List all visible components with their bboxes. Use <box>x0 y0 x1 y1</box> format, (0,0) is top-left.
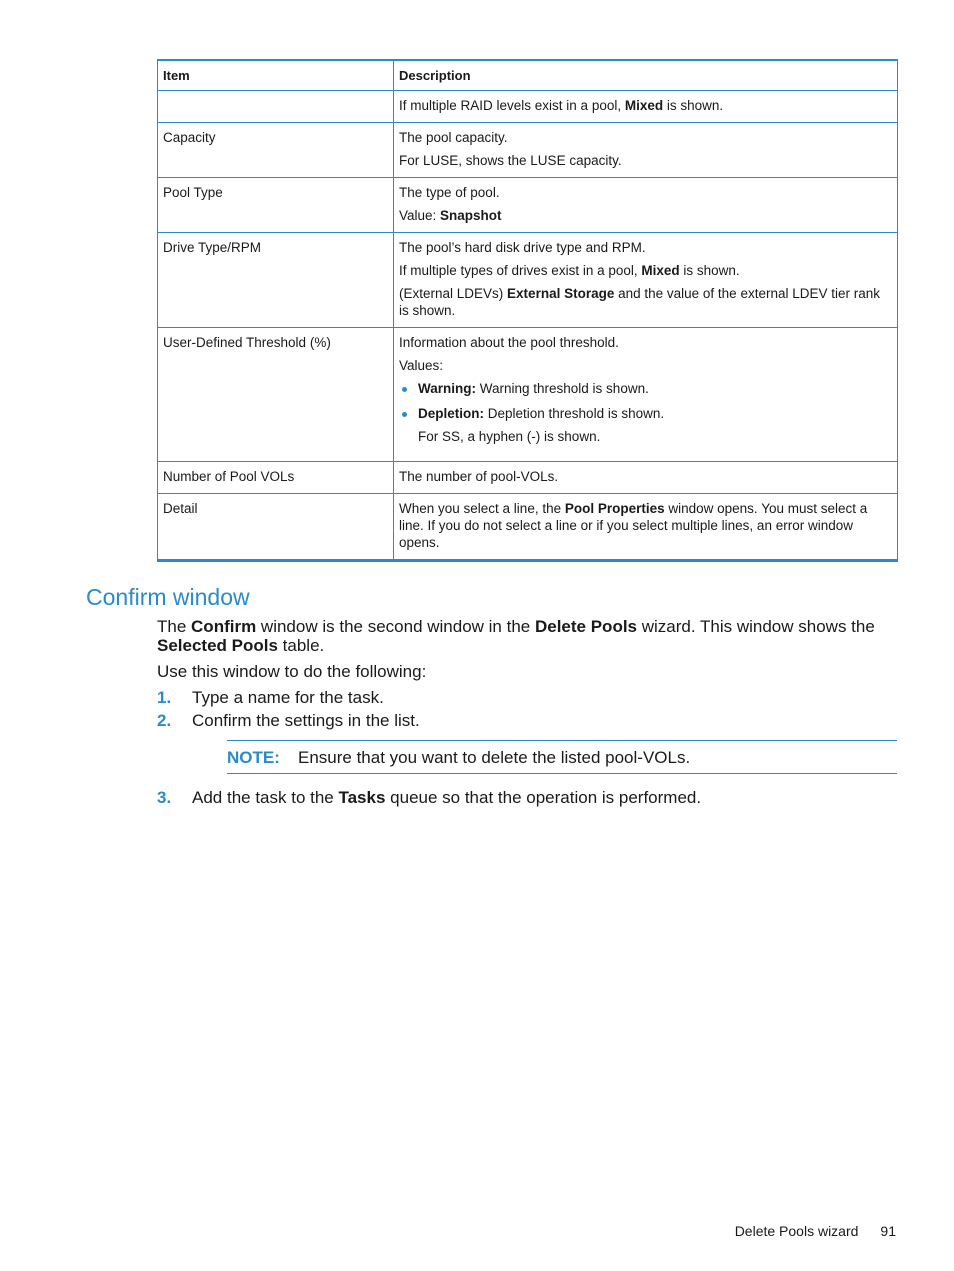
page-footer <box>735 1222 896 1240</box>
step-item: 2. Confirm the settings in the list. NOTE: Ensure that you want to delete the listed pool-VOLs. <box>157 711 897 774</box>
row-description <box>394 178 898 233</box>
step-number: 3. <box>157 788 172 807</box>
table-row <box>158 123 898 178</box>
note-text: Ensure that you want to delete the listed pool-VOLs. <box>298 748 691 767</box>
steps-list <box>157 688 897 807</box>
description-line: Value: Snapshot <box>399 208 502 223</box>
description-line: The type of pool. <box>399 185 500 200</box>
note-label: NOTE: <box>227 748 280 767</box>
footer-title: Delete Pools wizard <box>734 1223 859 1239</box>
lead-paragraph: Use this window to do the following: <box>157 662 427 681</box>
list-item: Warning: Warning threshold is shown. <box>399 380 892 397</box>
description-line: If multiple types of drives exist in a pool, Mixed is shown. <box>399 263 740 278</box>
description-line: When you select a line, the Pool Properties window opens. You must select a line. If you do not select a line or if you select multiple lines, an error window opens. <box>399 501 868 550</box>
table-row <box>158 178 898 233</box>
table-row <box>158 462 898 494</box>
page-number: 91 <box>880 1223 896 1239</box>
step-number: 1. <box>157 688 172 707</box>
list-item-note: For SS, a hyphen (-) is shown. <box>418 429 601 444</box>
row-item <box>158 91 394 123</box>
row-item: Capacity <box>158 123 394 178</box>
row-item: User-Defined Threshold (%) <box>158 328 394 462</box>
step-item: 1. Type a name for the task. <box>157 688 384 707</box>
section-heading: Confirm window <box>86 584 250 610</box>
intro-paragraph: The Confirm window is the second window in the Delete Pools wizard. This window shows the Selected Pools table. <box>157 617 875 655</box>
row-description <box>394 462 898 494</box>
row-description <box>394 233 898 328</box>
description-line: The pool’s hard disk drive type and RPM. <box>399 240 646 255</box>
list-item: Depletion: Depletion threshold is shown. For SS, a hyphen (-) is shown. <box>399 405 892 445</box>
section-body <box>157 617 897 811</box>
description-line: For LUSE, shows the LUSE capacity. <box>399 153 622 168</box>
note-box <box>227 740 897 774</box>
row-description <box>394 328 898 462</box>
table-row <box>158 233 898 328</box>
description-line: Information about the pool threshold. <box>399 335 619 350</box>
description-line: If multiple RAID levels exist in a pool, Mixed is shown. <box>399 98 724 113</box>
table-row <box>158 328 898 462</box>
table-header-row <box>158 60 898 91</box>
row-description <box>394 91 898 123</box>
row-description <box>394 494 898 561</box>
row-item: Number of Pool VOLs <box>158 462 394 494</box>
description-line: Values: <box>399 358 444 373</box>
row-item: Pool Type <box>158 178 394 233</box>
description-line: (External LDEVs) External Storage and the value of the external LDEV tier rank is shown. <box>399 286 880 318</box>
values-list <box>399 380 892 445</box>
step-item: 3. Add the task to the Tasks queue so that the operation is performed. <box>157 788 702 807</box>
table-row <box>158 91 898 123</box>
row-description <box>394 123 898 178</box>
properties-table <box>157 59 898 562</box>
description-line: The pool capacity. <box>399 130 508 145</box>
row-item: Detail <box>158 494 394 561</box>
column-header-description: Description <box>394 60 898 91</box>
step-number: 2. <box>157 711 172 730</box>
table-row <box>158 494 898 561</box>
column-header-item: Item <box>158 60 394 91</box>
description-line: The number of pool-VOLs. <box>399 469 559 484</box>
row-item: Drive Type/RPM <box>158 233 394 328</box>
properties-table-container <box>157 59 897 562</box>
